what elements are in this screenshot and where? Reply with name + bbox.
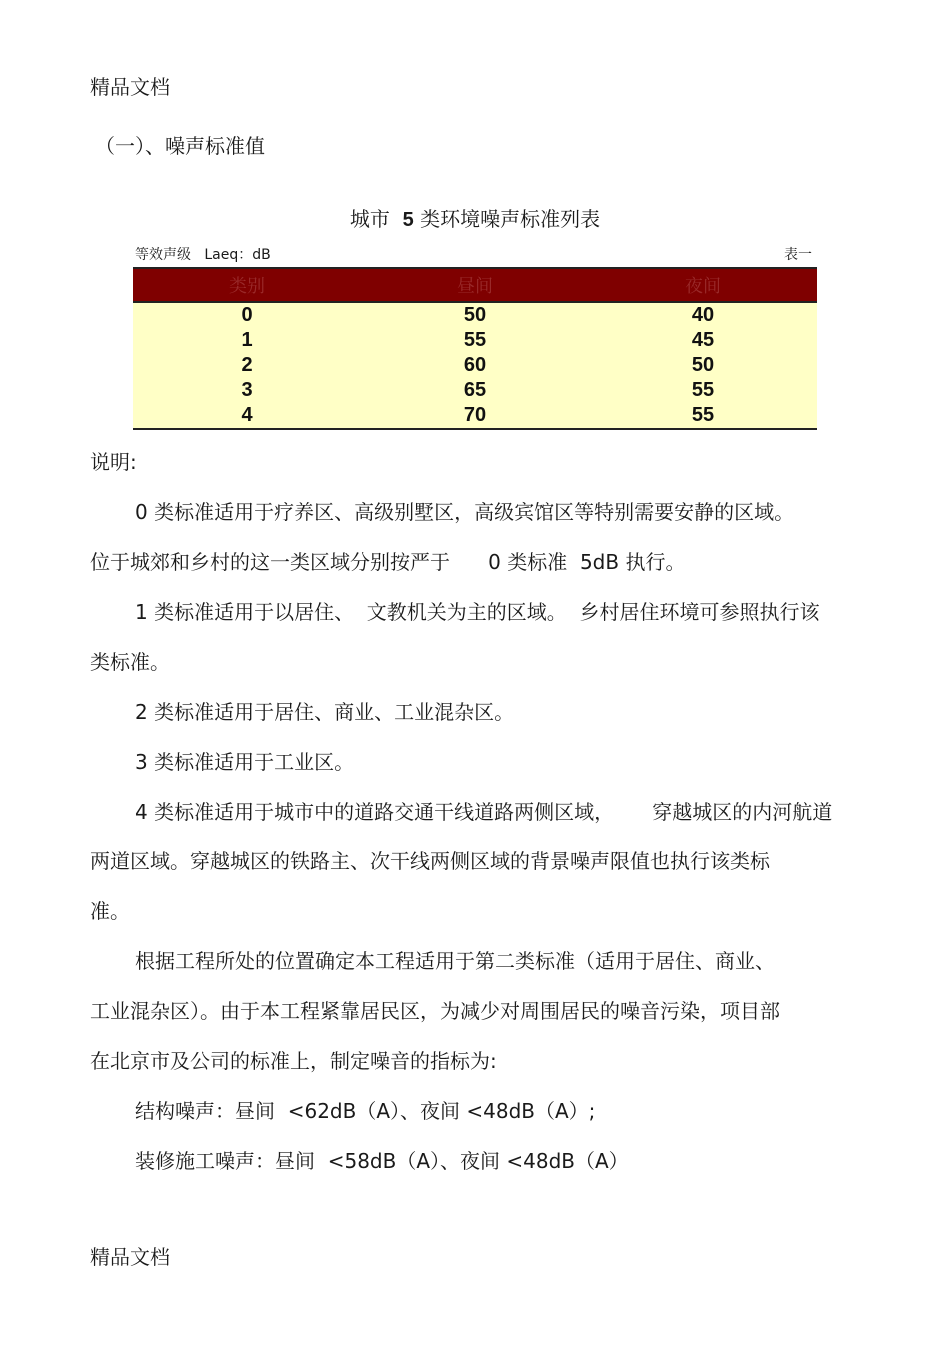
table-cell: 1 (241, 329, 253, 351)
table-cell: 50 (463, 304, 487, 326)
table-cell: 55 (589, 403, 817, 429)
table-row (133, 353, 817, 378)
table-number: 表一 (784, 247, 812, 263)
paragraph-line: 4 类标准适用于城市中的道路交通干线道路两侧区域， 穿越城区的内河航道 (135, 800, 833, 824)
paragraph-line: 结构噪声：昼间 <62dB（A）、夜间 <48dB（A）; (135, 1099, 596, 1123)
table-cell: 4 (133, 403, 361, 429)
table-row (133, 302, 817, 328)
section-title: （一）、噪声标准值 (95, 134, 265, 158)
table-title (0, 203, 950, 232)
table-cell: 55 (463, 329, 487, 351)
table-cell: 45 (691, 329, 715, 351)
table-row (133, 328, 817, 353)
page-header: 精品文档 (90, 75, 170, 99)
paragraph-line: 1 类标准适用于以居住、 文教机关为主的区域。 乡村居住环境可参照执行该 (135, 600, 820, 624)
unit-label: 等效声级 Laeq：dB (135, 247, 271, 263)
noise-standard-table (133, 267, 817, 430)
table-row (133, 403, 817, 429)
table-title-num: 5 (402, 209, 414, 231)
table-title-pre: 城市 (349, 207, 390, 231)
table-cell: 65 (463, 379, 487, 401)
table-cell: 70 (361, 403, 589, 429)
paragraph-line: 在北京市及公司的标准上，制定噪音的指标为: (90, 1049, 497, 1073)
table-header-row (133, 268, 817, 302)
col-header-daytime: 昼间 (361, 268, 589, 302)
table-title-post: 类环境噪声标准列表 (420, 207, 601, 231)
paragraph-line: 根据工程所处的位置确定本工程适用于第二类标准（适用于居住、商业、 (135, 949, 775, 973)
note-heading: 说明: (90, 450, 137, 474)
paragraph-line: 类标准。 (90, 650, 170, 674)
col-header-category: 类别 (133, 268, 361, 302)
paragraph-line: 2 类标准适用于居住、商业、工业混杂区。 (135, 700, 515, 724)
col-header-night: 夜间 (589, 268, 817, 302)
paragraph-line: 0 类标准适用于疗养区、高级别墅区，高级宾馆区等特别需要安静的区域。 (135, 500, 795, 524)
paragraph-line: 3 类标准适用于工业区。 (135, 750, 355, 774)
paragraph-line: 工业混杂区）。由于本工程紧靠居民区，为减少对周围居民的噪音污染，项目部 (90, 999, 780, 1023)
paragraph-line: 装修施工噪声：昼间 <58dB（A）、夜间 <48dB（A） (135, 1149, 629, 1173)
table-row (133, 378, 817, 403)
table-cell: 3 (241, 379, 253, 401)
table-cell: 50 (691, 354, 715, 376)
table-cell: 55 (691, 379, 715, 401)
paragraph-line: 位于城郊和乡村的这一类区域分别按严于 0 类标准 5dB 执行。 (90, 550, 686, 574)
paragraph-line: 两道区域。穿越城区的铁路主、次干线两侧区域的背景噪声限值也执行该类标 (90, 849, 770, 873)
page-footer: 精品文档 (90, 1245, 170, 1269)
table-cell: 40 (691, 304, 715, 326)
paragraph-line: 准。 (90, 899, 130, 923)
table-cell: 0 (241, 304, 253, 326)
table-cell: 60 (463, 354, 487, 376)
table-cell: 2 (241, 354, 253, 376)
